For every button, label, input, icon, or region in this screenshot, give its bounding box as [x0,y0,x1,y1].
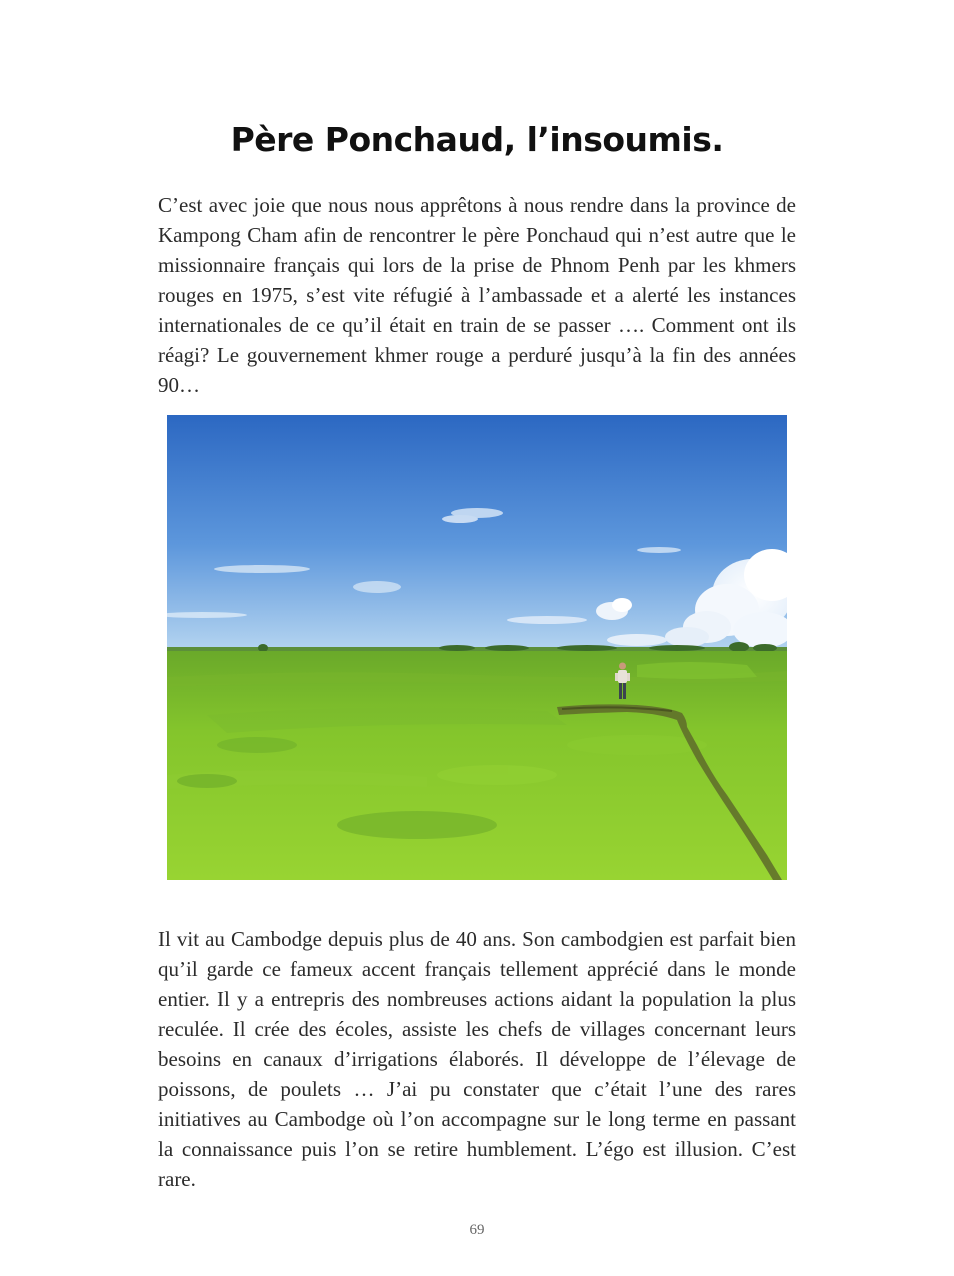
rice-field-photo [167,415,787,880]
rice-field [167,651,787,880]
body-paragraph: Il vit au Cambodge depuis plus de 40 ans. Son cambodgien est parfait bien qu’il garde ce fameux accent français tellement apprécié dans le monde entier. Il y a entrepris des nombreuses actions aidant la population la plus reculée. Il crée des écoles, assiste les chefs de villages concernant leurs besoins en canaux d’irrigations élaborés. Il développe de l’élevage de poissons, de poulets … J’ai pu constater que c’était l’une des rares initiatives au Cambodge où l’on accompagne sur le long terme en passant la connaissance puis l’on se retire humblement. L’égo est illusion. C’est rare. [158,927,796,1191]
page-number: 69 [469,1222,485,1238]
page-title: Père Ponchaud, l’insoumis. [230,120,724,159]
intro-paragraph: C’est avec joie que nous nous apprêtons à nous rendre dans la province de Kampong Cham afin de rencontrer le père Ponchaud qui n’est autre que le missionnaire français qui lors de la prise de Phnom Penh par les khmers rouges en 1975, s’est vite réfugié à l’ambassade et a alerté les instances internationales de ce qu’il était en train de se passer …. Comment ont ils réagi? Le gouvernement khmer rouge a perduré jusqu’à la fin des années 90… [158,193,796,397]
